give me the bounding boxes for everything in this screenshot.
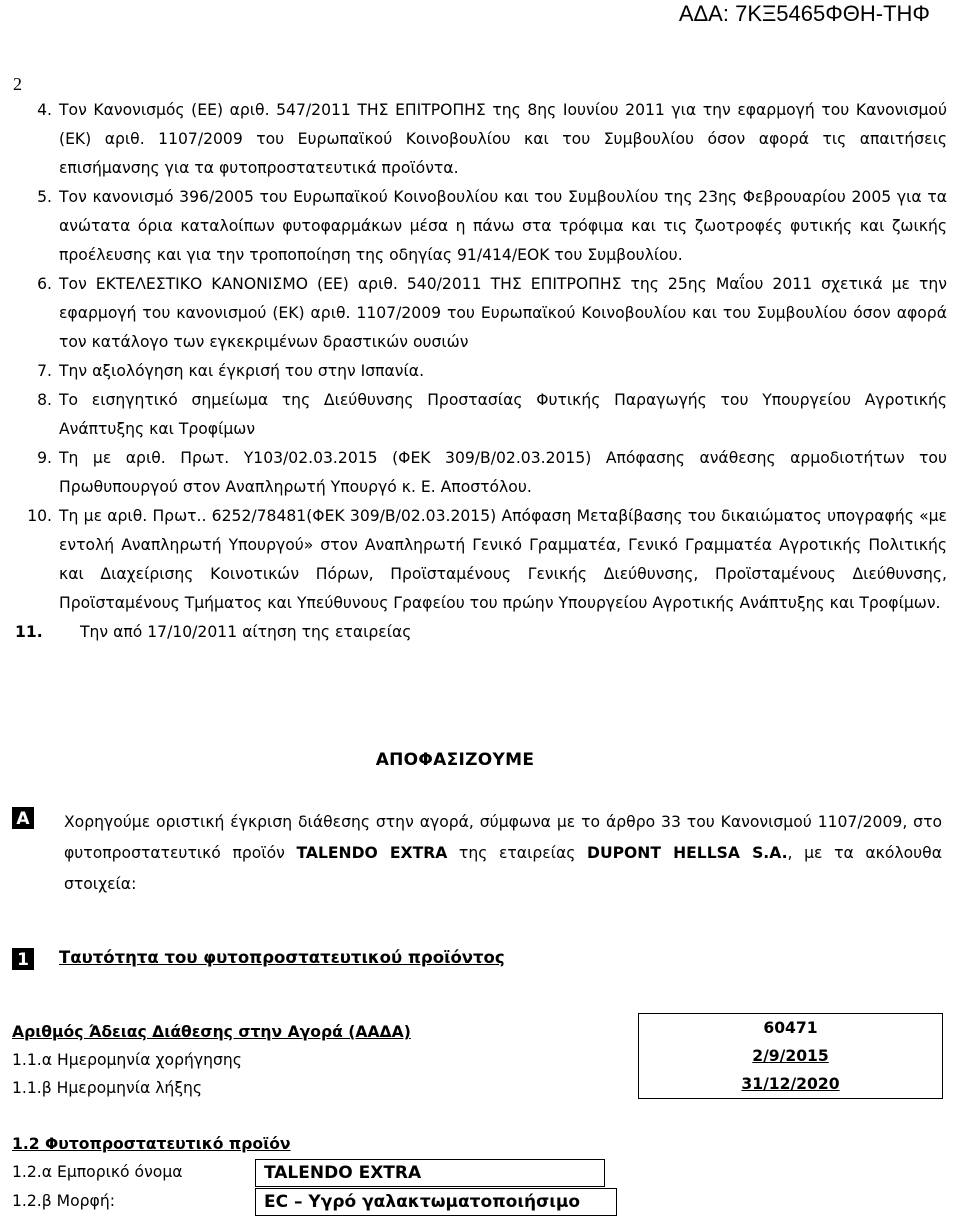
list-item	[0, 357, 960, 386]
section-a-company: DUPONT HELLSA S.A.	[587, 844, 788, 862]
page-number: 2	[13, 74, 22, 94]
section-1-title: Ταυτότητα του φυτοπροστατευτικού προϊόντος	[59, 948, 505, 967]
trade-name-row	[12, 1158, 617, 1187]
list-item-text: Την αξιολόγηση και έγκρισή του στην Ισπανία.	[59, 362, 425, 380]
list-item-text: Τη με αριθ. Πρωτ.. 6252/78481(ΦΕΚ 309/Β/02.03.2015) Απόφαση Μεταβίβασης του δικαιώματος υπογραφής «με εντολή Αναπληρωτή Υπουργού» στον Αναπληρωτή Γενικό Γραμματέα, Γενικό Γραμματέα Αγροτικής Πολιτικής και Διαχείρισης Κοινοτικών Πόρων, Προϊσταμένους Γενικής Διεύθυνσης, Προϊσταμένους Διεύθυνσης, Προϊσταμένους Τμήματος και Υπεύθυνους Γραφείου του πρώην Υπουργείου Αγροτικής Ανάπτυξης και Τροφίμων.	[59, 507, 947, 612]
list-item-number: 7.	[37, 362, 52, 380]
list-item-text: Τον κανονισμό 396/2005 του Ευρωπαϊκού Κοινοβουλίου και του Συμβουλίου της 23ης Φεβρουαρίου 2005 για τα ανώτατα όρια καταλοίπων φυτοφαρμάκων μέσα η πάνω στα τρόφιμα και τις ζωοτροφές φυτικής και ζωικής προέλευσης και για την τροποποίηση της οδηγίας 91/414/ΕΟΚ του Συμβουλίου.	[59, 188, 947, 264]
authorization-number-label: Αριθμός Άδειας Διάθεσης στην Αγορά (ΑΑΔΑ)	[12, 1023, 411, 1041]
list-item-number: 8.	[37, 391, 52, 409]
product-section	[12, 1130, 617, 1216]
authorization-values-box	[638, 1013, 943, 1099]
list-item	[0, 618, 960, 647]
section-1	[12, 948, 505, 970]
section-1-label: 1	[12, 948, 34, 970]
section-a-text-part: , με τα ακόλουθα στοιχεία:	[64, 844, 942, 893]
grant-date-label: 1.1.α Ημερομηνία χορήγησης	[12, 1051, 242, 1069]
list-item-text: Τον ΕΚΤΕΛΕΣΤΙΚΟ ΚΑΝΟΝΙΣΜΟ (ΕΕ) αριθ. 540/2011 ΤΗΣ ΕΠΙΤΡΟΠΗΣ της 25ης Μαΐου 2011 σχετικά με την εφαρμογή του κανονισμού (ΕΚ) αριθ. 1107/2009 του Ευρωπαϊκού Κοινοβουλίου και του Συμβουλίου όσον αφορά τον κατάλογο των εγκεκριμένων δραστικών ουσιών	[59, 275, 947, 351]
list-item-number: 6.	[37, 275, 52, 293]
authorization-labels	[12, 1018, 411, 1102]
list-item	[0, 270, 960, 357]
form-label: 1.2.β Μορφή:	[12, 1192, 115, 1210]
list-item	[0, 96, 960, 183]
list-item	[0, 183, 960, 270]
grant-date-value	[639, 1042, 942, 1070]
section-a-text-part: της εταιρείας	[447, 844, 588, 862]
form-value: EC – Υγρό γαλακτωματοποιήσιμο	[255, 1188, 617, 1216]
product-heading: 1.2 Φυτοπροστατευτικό προϊόν	[12, 1135, 291, 1153]
trade-name-label: 1.2.α Εμπορικό όνομα	[12, 1163, 183, 1181]
list-item-number: 9.	[37, 449, 52, 467]
section-a-text-part: Χορηγούμε οριστική έγκριση διάθεσης στην αγορά, σύμφωνα με το άρθρο 33 του Κανονισμού 1107/2009, στο φυτοπροστατευτικό προϊόν	[64, 813, 942, 862]
list-item	[0, 386, 960, 444]
list-item-text: Τον Κανονισμός (ΕΕ) αριθ. 547/2011 ΤΗΣ ΕΠΙΤΡΟΠΗΣ της 8ης Ιουνίου 2011 για την εφαρμογή του Κανονισμού (ΕΚ) αριθ. 1107/2009 του Ευρωπαϊκού Κοινοβουλίου και του Συμβουλίου όσον αφορά τις απαιτήσεις επισήμανσης για τα φυτοπροστατευτικά προϊόντα.	[59, 101, 947, 177]
expiry-date-value	[639, 1070, 942, 1098]
trade-name-value: TALENDO EXTRA	[255, 1159, 605, 1187]
decision-heading: ΑΠΟΦΑΣΙΖΟΥΜΕ	[375, 750, 535, 770]
expiry-date-text: 31/12/2020	[741, 1075, 840, 1093]
ada-code: ΑΔΑ: 7ΚΞ5465ΦΘΗ-ΤΗΦ	[678, 1, 930, 26]
list-item-number: 5.	[37, 188, 52, 206]
list-item-number: 10.	[27, 507, 52, 525]
authorization-number-value: 60471	[763, 1019, 818, 1037]
section-a	[12, 807, 942, 893]
expiry-date-label: 1.1.β Ημερομηνία λήξης	[12, 1079, 203, 1097]
considerations-list	[0, 96, 960, 647]
grant-date-text: 2/9/2015	[752, 1047, 829, 1065]
section-a-label: Α	[12, 807, 34, 829]
list-item	[0, 502, 960, 618]
list-item-text: Τη με αριθ. Πρωτ. Υ103/02.03.2015 (ΦΕΚ 309/Β/02.03.2015) Απόφασης ανάθεσης αρμοδιοτήτων του Πρωθυπουργού στον Αναπληρωτή Υπουργό κ. Ε. Αποστόλου.	[59, 449, 947, 496]
list-item-text: Το εισηγητικό σημείωμα της Διεύθυνσης Προστασίας Φυτικής Παραγωγής του Υπουργείου Αγροτικής Ανάπτυξης και Τροφίμων	[59, 391, 947, 438]
list-item-number: 4.	[37, 101, 52, 119]
section-a-product: TALENDO EXTRA	[296, 844, 448, 862]
list-item	[0, 444, 960, 502]
form-row	[12, 1187, 617, 1216]
list-item-text: Την από 17/10/2011 αίτηση της εταιρείας	[80, 623, 412, 641]
section-a-text	[64, 807, 942, 900]
list-item-number: 11.	[15, 623, 43, 641]
